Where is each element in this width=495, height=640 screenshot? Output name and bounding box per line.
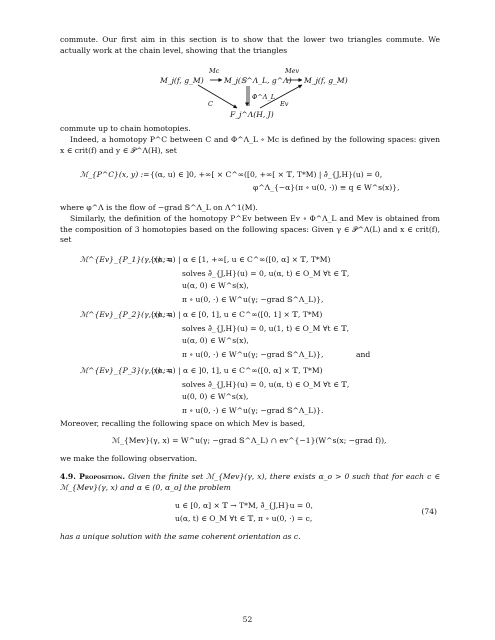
equation-number-74: (74): [421, 507, 437, 516]
eq-74-line1: u ∈ [0, α] × 𝕋 → T*M, ∂̄_{J,H}u = 0,: [175, 501, 313, 510]
paragraph-homotopy-pc: Indeed, a homotopy P^C between C and Φ^Λ_L ∘ Mc is defined by the following spaces: given x ∈ crit(f) and y ∈ 𝒫^Λ(H), set: [60, 135, 440, 155]
eq-p1-line1: {(α, u) | α ∈ [1, +∞[, u ∈ C^∞([0, α] × 𝕋, T*M): [150, 255, 331, 264]
proposition-text: Given the finite set ℳ_{Mev}(γ, x), there exists α_o > 0 such that for each c ∈ ℳ_{Mev}(γ, x) and α ∈ (0, α_o] the problem: [60, 472, 440, 492]
diagram-label-phi: Φ^Λ_L: [252, 93, 276, 101]
diagram-node-top-right: M_j(f, g_M): [304, 76, 348, 85]
diagram-label-c: C: [208, 100, 213, 108]
eq-p3-line1: {(α, u) | α ∈ ]0, 1], u ∈ C^∞([0, α] × 𝕋, T*M): [150, 366, 323, 375]
eq-p2-lhs: ℳ^{Ev}_{P_2}(γ, x) :=: [80, 310, 173, 319]
paragraph-mev-space: Moreover, recalling the following space on which Mev is based,: [60, 419, 306, 428]
eq-p1-line2: solves ∂̄_{J,H}(u) = 0, u(α, t) ∈ O_M ∀t ∈ 𝕋,: [182, 269, 350, 278]
page-number: 52: [242, 615, 253, 624]
diagram-node-bottom: F_j^Λ(H, J): [230, 110, 274, 119]
eq-p1-line3: u(α, 0) ∈ W^s(x),: [182, 281, 249, 290]
paragraph-observation: we make the following observation.: [60, 454, 198, 463]
eq-p2-line2: solves ∂̄_{J,H}(u) = 0, u(1, t) ∈ O_M ∀t ∈ 𝕋,: [182, 324, 350, 333]
paragraph-homotopy-pev: Similarly, the definition of the homotopy P^Ev between Ev ∘ Φ^Λ_L and Mev is obtained from the composition of 3 homotopies based on the following spaces: Given γ ∈ 𝒫^Λ(L) and x ∈ crit(f), set: [60, 214, 440, 244]
diagram-label-mev: Mev: [285, 67, 300, 75]
diagram-node-top-mid: M_j(𝕊^Λ_L, g^Λ): [224, 76, 292, 85]
paragraph-intro: commute. Our first aim in this section is to show that the lower two triangles commute. We actually work at the chain level, showing that the triangles: [60, 35, 440, 55]
eq-mev: ℳ_{Mev}(γ, x) = W^u(γ; −grad 𝕊^Λ_L) ∩ ev^{−1}(W^s(x; −grad f)),: [112, 436, 387, 445]
eq-pc-lhs: ℳ_{P^C}(x, y) :=: [80, 170, 150, 179]
eq-pc-line1: {(α, u) ∈ ]0, +∞[ × C^∞([0, +∞[ × 𝕋, T*M) | ∂̄_{J,H}(u) = 0,: [150, 170, 383, 179]
eq-p3-lhs: ℳ^{Ev}_{P_3}(γ, x) :=: [80, 366, 173, 375]
proposition-4-9: [60, 472, 440, 493]
diagram-label-mc: Mc: [209, 67, 220, 75]
eq-p2-line1: {(α, u) | α ∈ [0, 1], u ∈ C^∞([0, 1] × 𝕋, T*M): [150, 310, 323, 319]
diagram-node-top-left: M_j(f, g_M): [160, 76, 204, 85]
eq-p2-line4: π ∘ u(0, ·) ∈ W^u(γ; −grad 𝕊^Λ_L)},: [182, 350, 324, 359]
eq-p3-line4: π ∘ u(0, ·) ∈ W^u(γ; −grad 𝕊^Λ_L)}.: [182, 406, 324, 415]
eq-pc-line2: φ^Λ_{−α}(π ∘ u(0, ·)) ≡ q ∈ W^s(x)},: [253, 183, 400, 192]
proposition-heading: 4.9. Proposition.: [60, 472, 126, 481]
eq-p2-line3: u(α, 0) ∈ W^s(x),: [182, 336, 249, 345]
eq-p1-line4: π ∘ u(0, ·) ∈ W^u(γ; −grad 𝕊^Λ_L)},: [182, 295, 324, 304]
eq-p1-lhs: ℳ^{Ev}_{P_1}(γ, x) :=: [80, 255, 173, 264]
paragraph-chain-homotopies: commute up to chain homotopies.: [60, 124, 191, 133]
paragraph-flow: where φ^Λ is the flow of −grad 𝕊^Λ_L on Λ^1(M).: [60, 203, 258, 212]
eq-74-line2: u(α, t) ∈ O_M ∀t ∈ 𝕋, π ∘ u(0, ·) = c,: [175, 514, 313, 523]
eq-p2-and: and: [356, 350, 371, 359]
eq-p3-line2: solves ∂̄_{J,H}(u) = 0, u(α, t) ∈ O_M ∀t ∈ 𝕋,: [182, 380, 350, 389]
arrow-c: [198, 85, 237, 108]
diagram-label-ev: Ev: [280, 100, 289, 108]
eq-p3-line3: u(0, 0) ∈ W^s(x),: [182, 392, 249, 401]
proposition-conclusion: has a unique solution with the same coherent orientation as c.: [60, 532, 301, 541]
